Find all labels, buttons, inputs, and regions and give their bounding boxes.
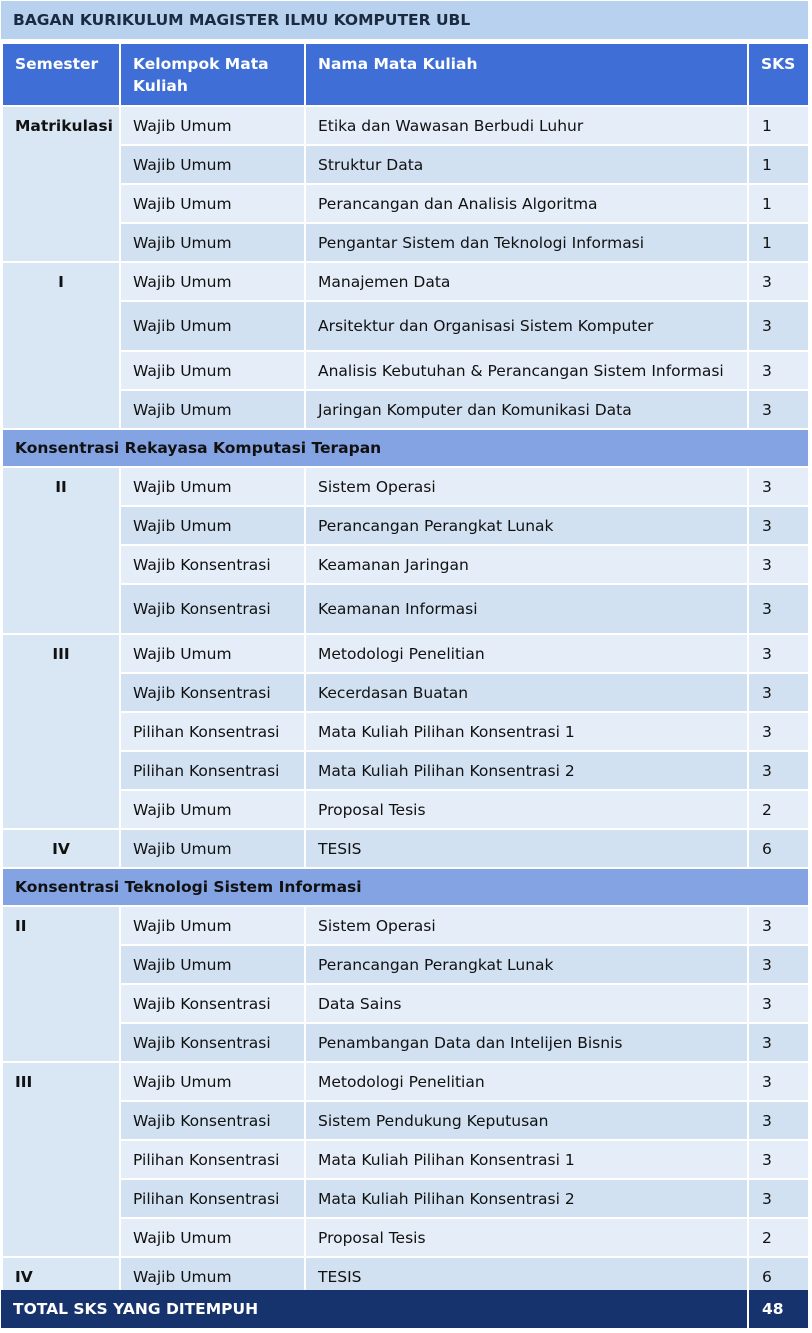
table-row (2, 351, 809, 390)
table-row (2, 984, 809, 1023)
table-row (2, 1140, 809, 1179)
sks-cell: 3 (748, 390, 809, 429)
concentration-row (2, 868, 809, 906)
nama-cell: Perancangan Perangkat Lunak (305, 945, 748, 984)
nama-cell: Metodologi Penelitian (305, 634, 748, 673)
total-sks-bar (1, 1290, 808, 1328)
table-header-row (2, 43, 809, 106)
nama-cell: Mata Kuliah Pilihan Konsentrasi 2 (305, 1179, 748, 1218)
sks-cell: 1 (748, 106, 809, 145)
nama-cell: Mata Kuliah Pilihan Konsentrasi 1 (305, 712, 748, 751)
sks-cell: 3 (748, 545, 809, 584)
semester-cell: IV (2, 829, 120, 868)
kelompok-cell: Wajib Umum (120, 106, 305, 145)
nama-cell: Manajemen Data (305, 262, 748, 301)
sks-cell: 6 (748, 829, 809, 868)
table-row (2, 262, 809, 301)
sks-cell: 3 (748, 1179, 809, 1218)
table-row (2, 712, 809, 751)
table-row (2, 145, 809, 184)
semester-cell: III (2, 1062, 120, 1257)
nama-cell: Keamanan Jaringan (305, 545, 748, 584)
nama-cell: Arsitektur dan Organisasi Sistem Komputer (305, 301, 748, 351)
table-row (2, 1023, 809, 1062)
sks-cell: 3 (748, 301, 809, 351)
nama-cell: Pengantar Sistem dan Teknologi Informasi (305, 223, 748, 262)
curriculum-table (1, 42, 810, 1297)
nama-cell: Proposal Tesis (305, 1218, 748, 1257)
nama-cell: Penambangan Data dan Intelijen Bisnis (305, 1023, 748, 1062)
column-header-sks: SKS (748, 43, 809, 106)
table-row (2, 1101, 809, 1140)
nama-cell: Mata Kuliah Pilihan Konsentrasi 2 (305, 751, 748, 790)
table-row (2, 545, 809, 584)
kelompok-cell: Wajib Umum (120, 506, 305, 545)
concentration-row (2, 429, 809, 467)
kelompok-cell: Wajib Umum (120, 467, 305, 506)
table-row (2, 184, 809, 223)
kelompok-cell: Wajib Konsentrasi (120, 545, 305, 584)
concentration-label: Konsentrasi Rekayasa Komputasi Terapan (2, 429, 809, 467)
kelompok-cell: Wajib Umum (120, 262, 305, 301)
table-row (2, 467, 809, 506)
sks-cell: 3 (748, 984, 809, 1023)
table-row (2, 390, 809, 429)
kelompok-cell: Wajib Umum (120, 351, 305, 390)
table-row (2, 1179, 809, 1218)
sks-cell: 3 (748, 673, 809, 712)
nama-cell: Sistem Pendukung Keputusan (305, 1101, 748, 1140)
kelompok-cell: Wajib Umum (120, 301, 305, 351)
sks-cell: 3 (748, 1023, 809, 1062)
kelompok-cell: Wajib Konsentrasi (120, 584, 305, 634)
kelompok-cell: Wajib Konsentrasi (120, 1023, 305, 1062)
sks-cell: 3 (748, 906, 809, 945)
table-row (2, 106, 809, 145)
nama-cell: Proposal Tesis (305, 790, 748, 829)
sks-cell: 1 (748, 145, 809, 184)
column-header-semester: Semester (2, 43, 120, 106)
kelompok-cell: Wajib Umum (120, 945, 305, 984)
sks-cell: 6 (748, 1257, 809, 1296)
sks-cell: 3 (748, 262, 809, 301)
table-row (2, 829, 809, 868)
sks-cell: 2 (748, 1218, 809, 1257)
kelompok-cell: Wajib Konsentrasi (120, 984, 305, 1023)
nama-cell: Keamanan Informasi (305, 584, 748, 634)
table-row (2, 1062, 809, 1101)
kelompok-cell: Wajib Umum (120, 223, 305, 262)
nama-cell: Analisis Kebutuhan & Perancangan Sistem Informasi (305, 351, 748, 390)
nama-cell: TESIS (305, 829, 748, 868)
column-header-kelompok: Kelompok Mata Kuliah (120, 43, 305, 106)
kelompok-cell: Pilihan Konsentrasi (120, 1140, 305, 1179)
nama-cell: Kecerdasan Buatan (305, 673, 748, 712)
kelompok-cell: Wajib Umum (120, 1218, 305, 1257)
nama-cell: Etika dan Wawasan Berbudi Luhur (305, 106, 748, 145)
nama-cell: Metodologi Penelitian (305, 1062, 748, 1101)
semester-cell: II (2, 906, 120, 1062)
table-row (2, 790, 809, 829)
sks-cell: 1 (748, 223, 809, 262)
nama-cell: Jaringan Komputer dan Komunikasi Data (305, 390, 748, 429)
sks-cell: 3 (748, 1101, 809, 1140)
kelompok-cell: Wajib Umum (120, 145, 305, 184)
table-row (2, 751, 809, 790)
kelompok-cell: Wajib Umum (120, 906, 305, 945)
table-row (2, 506, 809, 545)
sks-cell: 3 (748, 467, 809, 506)
concentration-label: Konsentrasi Teknologi Sistem Informasi (2, 868, 809, 906)
sks-cell: 3 (748, 751, 809, 790)
table-row (2, 634, 809, 673)
table-row (2, 301, 809, 351)
sks-cell: 3 (748, 584, 809, 634)
sks-cell: 2 (748, 790, 809, 829)
semester-cell: Matrikulasi (2, 106, 120, 262)
kelompok-cell: Wajib Umum (120, 790, 305, 829)
table-row (2, 906, 809, 945)
table-row (2, 1218, 809, 1257)
nama-cell: TESIS (305, 1257, 748, 1296)
nama-cell: Mata Kuliah Pilihan Konsentrasi 1 (305, 1140, 748, 1179)
table-row (2, 673, 809, 712)
kelompok-cell: Wajib Umum (120, 1062, 305, 1101)
column-header-nama: Nama Mata Kuliah (305, 43, 748, 106)
sks-cell: 3 (748, 506, 809, 545)
kelompok-cell: Wajib Konsentrasi (120, 673, 305, 712)
kelompok-cell: Pilihan Konsentrasi (120, 1179, 305, 1218)
nama-cell: Perancangan dan Analisis Algoritma (305, 184, 748, 223)
sks-cell: 3 (748, 634, 809, 673)
nama-cell: Sistem Operasi (305, 467, 748, 506)
kelompok-cell: Wajib Umum (120, 390, 305, 429)
semester-cell: IV (2, 1257, 120, 1296)
sks-cell: 3 (748, 945, 809, 984)
kelompok-cell: Wajib Umum (120, 184, 305, 223)
table-row (2, 945, 809, 984)
table-row (2, 584, 809, 634)
nama-cell: Data Sains (305, 984, 748, 1023)
nama-cell: Struktur Data (305, 145, 748, 184)
table-row (2, 223, 809, 262)
sks-cell: 3 (748, 351, 809, 390)
kelompok-cell: Pilihan Konsentrasi (120, 712, 305, 751)
total-sks-label: TOTAL SKS YANG DITEMPUH (13, 1300, 259, 1318)
kelompok-cell: Wajib Umum (120, 1257, 305, 1296)
sks-cell: 3 (748, 1140, 809, 1179)
nama-cell: Sistem Operasi (305, 906, 748, 945)
sks-cell: 1 (748, 184, 809, 223)
semester-cell: III (2, 634, 120, 829)
page-title: BAGAN KURIKULUM MAGISTER ILMU KOMPUTER UBL (1, 1, 808, 39)
kelompok-cell: Wajib Umum (120, 829, 305, 868)
kelompok-cell: Wajib Umum (120, 634, 305, 673)
total-sks-value: 48 (747, 1290, 808, 1328)
nama-cell: Perancangan Perangkat Lunak (305, 506, 748, 545)
kelompok-cell: Pilihan Konsentrasi (120, 751, 305, 790)
semester-cell: II (2, 467, 120, 634)
semester-cell: I (2, 262, 120, 429)
kelompok-cell: Wajib Konsentrasi (120, 1101, 305, 1140)
sks-cell: 3 (748, 712, 809, 751)
sks-cell: 3 (748, 1062, 809, 1101)
